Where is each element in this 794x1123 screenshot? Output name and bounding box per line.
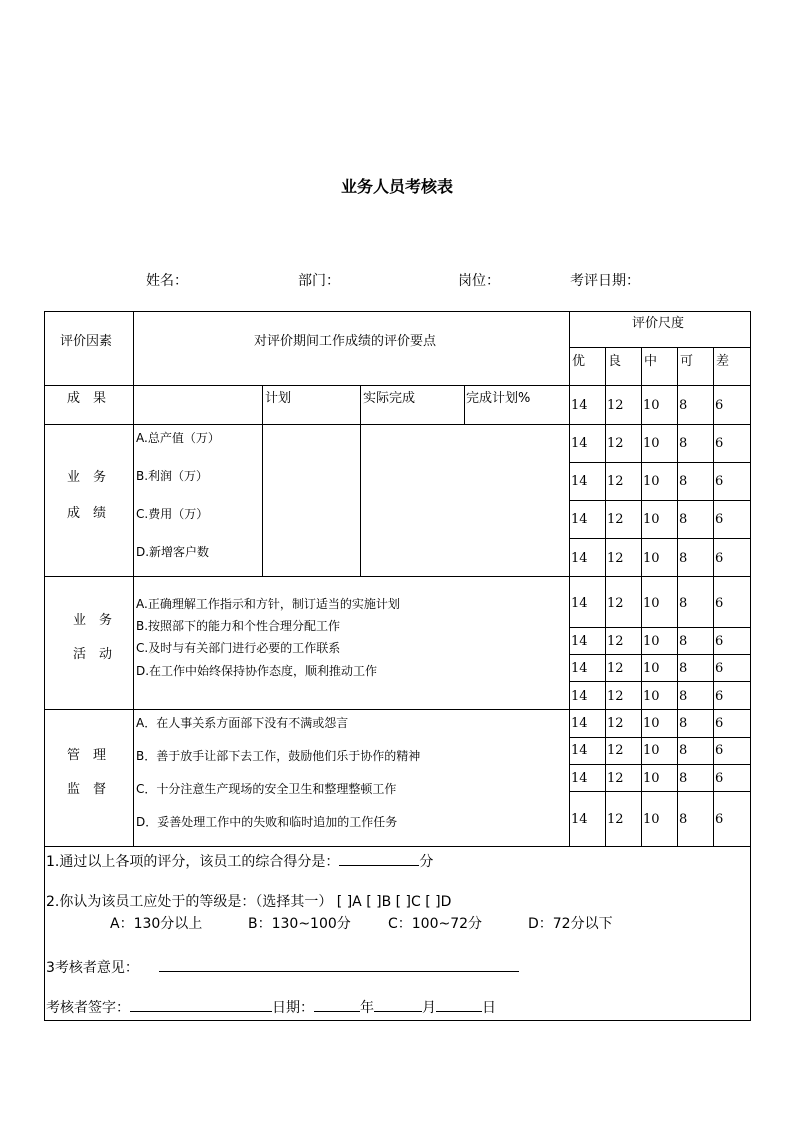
score-value: 8 <box>679 689 688 704</box>
score-blank[interactable] <box>339 851 419 866</box>
score-value: 6 <box>715 661 724 676</box>
score-value: 12 <box>607 551 624 566</box>
score-value: 6 <box>715 812 724 827</box>
score-value: 14 <box>571 436 588 451</box>
score-value: 10 <box>643 512 660 527</box>
score-value: 12 <box>607 812 624 827</box>
score-value: 8 <box>679 436 688 451</box>
plan-header: 计划 <box>265 391 292 406</box>
table-rule-h <box>569 347 751 348</box>
management-item-d: D．妥善处理工作中的失败和临时追加的工作任务 <box>136 815 398 829</box>
grade-header: 中 <box>644 354 658 369</box>
score-value: 12 <box>607 716 624 731</box>
actual-header: 实际完成 <box>363 391 416 406</box>
q1-prefix: 1.通过以上各项的评分，该员工的综合得分是： <box>46 854 340 870</box>
level-b: B：130~100分 <box>248 916 351 932</box>
day-blank[interactable] <box>436 997 482 1012</box>
management-item-a: A．在人事关系方面部下没有不满或怨言 <box>136 716 349 730</box>
sign-line <box>46 997 496 1017</box>
table-rule-h <box>569 500 751 501</box>
year-label: 年 <box>360 1000 374 1016</box>
score-value: 14 <box>571 743 588 758</box>
col-scale-header: 评价尺度 <box>632 316 685 331</box>
table-rule-v <box>713 347 714 847</box>
score-value: 8 <box>679 474 688 489</box>
table-rule-v <box>360 385 361 577</box>
activity-label-1: 业 务 <box>73 613 113 628</box>
score-value: 6 <box>715 716 724 731</box>
score-value: 14 <box>571 716 588 731</box>
score-value: 10 <box>643 812 660 827</box>
level-d: D：72分以下 <box>528 916 613 932</box>
score-value: 14 <box>571 634 588 649</box>
post-label: 岗位： <box>458 273 500 289</box>
grade-header: 可 <box>680 354 694 369</box>
score-value: 8 <box>679 634 688 649</box>
score-value: 14 <box>571 474 588 489</box>
grade-header: 良 <box>608 354 622 369</box>
score-value: 12 <box>607 474 624 489</box>
score-value: 10 <box>643 771 660 786</box>
performance-item-d: D.新增客户数 <box>136 545 210 559</box>
performance-item-b: B.利润（万） <box>136 469 209 483</box>
table-rule-v <box>569 311 570 847</box>
score-value: 12 <box>607 661 624 676</box>
score-value: 12 <box>607 689 624 704</box>
table-rule-v <box>464 385 465 425</box>
table-rule-h <box>569 737 751 738</box>
score-value: 6 <box>715 512 724 527</box>
table-bottom-rule <box>44 1020 751 1021</box>
management-item-c: C．十分注意生产现场的安全卫生和整理整顿工作 <box>136 782 397 796</box>
table-left-rule <box>44 311 45 1021</box>
score-value: 8 <box>679 716 688 731</box>
score-value: 8 <box>679 596 688 611</box>
score-value: 10 <box>643 689 660 704</box>
table-rule-h <box>569 791 751 792</box>
activity-item-a: A.正确理解工作指示和方针，制订适当的实施计划 <box>136 597 400 611</box>
score-value: 8 <box>679 661 688 676</box>
score-value: 10 <box>643 474 660 489</box>
table-top-rule <box>44 311 751 312</box>
pct-header: 完成计划% <box>466 391 531 406</box>
table-rule-h <box>44 576 751 577</box>
level-c: C：100~72分 <box>388 916 483 932</box>
score-value: 12 <box>607 398 624 413</box>
score-value: 10 <box>643 551 660 566</box>
col-points-header: 对评价期间工作成绩的评价要点 <box>254 334 437 349</box>
date-label: 日期： <box>272 1000 314 1016</box>
table-rule-h <box>569 681 751 682</box>
opinion-blank[interactable] <box>159 957 519 972</box>
score-value: 14 <box>571 551 588 566</box>
activity-item-b: B.按照部下的能力和个性合理分配工作 <box>136 619 341 633</box>
table-rule-h <box>569 462 751 463</box>
score-value: 6 <box>715 689 724 704</box>
score-value: 14 <box>571 596 588 611</box>
eval-date-label: 考评日期： <box>570 273 640 289</box>
table-rule-v <box>605 347 606 847</box>
table-rule-h <box>44 846 751 847</box>
grade-header: 差 <box>716 354 730 369</box>
signature-blank[interactable] <box>130 997 272 1012</box>
month-label: 月 <box>422 1000 436 1016</box>
sign-label: 考核者签字： <box>46 1000 130 1016</box>
table-rule-h <box>569 627 751 628</box>
score-value: 14 <box>571 689 588 704</box>
score-value: 6 <box>715 474 724 489</box>
year-blank[interactable] <box>314 997 360 1012</box>
score-value: 14 <box>571 771 588 786</box>
score-value: 10 <box>643 716 660 731</box>
month-blank[interactable] <box>374 997 422 1012</box>
score-value: 6 <box>715 596 724 611</box>
activity-label-2: 活 动 <box>73 647 113 662</box>
performance-item-c: C.费用（万） <box>136 507 209 521</box>
grade-header: 优 <box>572 354 586 369</box>
score-value: 8 <box>679 743 688 758</box>
score-value: 8 <box>679 771 688 786</box>
score-value: 14 <box>571 661 588 676</box>
table-rule-h <box>569 764 751 765</box>
score-value: 10 <box>643 661 660 676</box>
score-value: 8 <box>679 812 688 827</box>
q3-line <box>46 957 519 977</box>
col-factor-header: 评价因素 <box>60 334 113 349</box>
score-value: 6 <box>715 771 724 786</box>
performance-label-2: 成 绩 <box>67 506 107 521</box>
score-value: 6 <box>715 436 724 451</box>
table-rule-v <box>133 311 134 847</box>
table-rule-h <box>44 385 751 386</box>
score-value: 8 <box>679 398 688 413</box>
management-item-b: B．善于放手让部下去工作，鼓励他们乐于协作的精神 <box>136 749 421 763</box>
score-value: 14 <box>571 512 588 527</box>
score-value: 10 <box>643 596 660 611</box>
activity-item-d: D.在工作中始终保持协作态度，顺利推动工作 <box>136 664 378 678</box>
q1-line <box>46 851 433 871</box>
score-value: 12 <box>607 596 624 611</box>
q3-label: 3考核者意见： <box>46 960 139 976</box>
q1-suffix: 分 <box>419 854 434 870</box>
score-value: 8 <box>679 551 688 566</box>
score-value: 6 <box>715 398 724 413</box>
table-rule-h <box>44 424 751 425</box>
page-title: 业务人员考核表 <box>340 177 453 196</box>
table-rule-h <box>569 538 751 539</box>
level-a: A：130分以上 <box>110 916 203 932</box>
table-rule-h <box>569 654 751 655</box>
table-rule-v <box>641 347 642 847</box>
table-right-rule <box>750 311 751 1021</box>
score-value: 10 <box>643 634 660 649</box>
table-rule-v <box>677 347 678 847</box>
score-value: 10 <box>643 436 660 451</box>
score-value: 12 <box>607 634 624 649</box>
performance-label-1: 业 务 <box>67 470 107 485</box>
management-label-2: 监 督 <box>67 782 107 797</box>
score-value: 8 <box>679 512 688 527</box>
q2-line: 2.你认为该员工应处于的等级是：（选择其一） [ ]A [ ]B [ ]C [ ]D <box>46 894 452 910</box>
score-value: 12 <box>607 436 624 451</box>
dept-label: 部门： <box>298 273 340 289</box>
activity-item-c: C.及时与有关部门进行必要的工作联系 <box>136 641 341 655</box>
score-value: 10 <box>643 743 660 758</box>
result-label: 成 果 <box>67 391 107 406</box>
score-value: 12 <box>607 743 624 758</box>
day-label: 日 <box>482 1000 496 1016</box>
score-value: 10 <box>643 398 660 413</box>
score-value: 6 <box>715 551 724 566</box>
score-value: 6 <box>715 743 724 758</box>
management-label-1: 管 理 <box>67 748 107 763</box>
performance-item-a: A.总产值（万） <box>136 431 220 445</box>
score-value: 6 <box>715 634 724 649</box>
score-value: 14 <box>571 398 588 413</box>
table-rule-h <box>44 709 751 710</box>
score-value: 12 <box>607 512 624 527</box>
score-value: 12 <box>607 771 624 786</box>
name-label: 姓名： <box>146 273 188 289</box>
table-rule-v <box>262 385 263 577</box>
score-value: 14 <box>571 812 588 827</box>
